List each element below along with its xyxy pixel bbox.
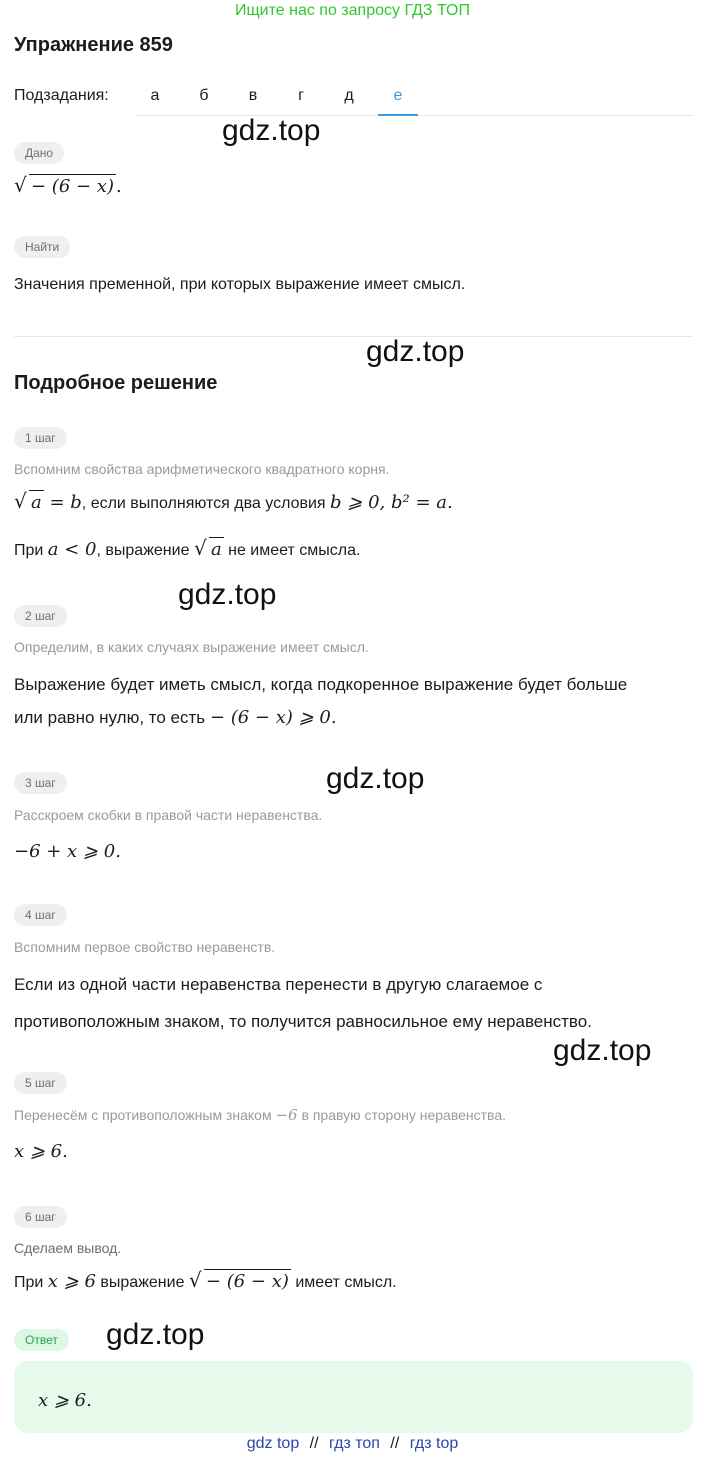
footer-link-1[interactable]: gdz top [246,1435,300,1452]
step-6-post: имеет смысл. [295,1274,397,1291]
watermark: gdz.top [326,762,425,795]
step-1-line-2-sqrt: a [210,539,222,560]
tab-d[interactable]: д [344,87,354,104]
top-banner: Ищите нас по запросу ГДЗ ТОП [235,2,470,19]
watermark: gdz.top [366,335,465,368]
step-2-hint: Определим, в каких случаях выражение имеет смысл. [14,639,369,655]
step-1-line-2-math: a < 0 [47,539,97,560]
tab-g[interactable]: г [298,87,304,104]
step-1-line-1 [14,492,453,513]
find-text: Значения пременной, при которых выражение имеет смысл. [14,276,466,293]
step-2-text-2: или равно нулю, то есть [14,708,206,727]
step-5-badge: 5 шаг [14,1072,67,1094]
footer-links [0,1435,705,1453]
given-radicand: − (6 − x) [31,176,114,197]
step-4-text-1: Если из одной части неравенства перенести в другую слагаемое с [14,975,543,994]
watermark: gdz.top [178,578,277,611]
step-3-math: −6 + x ⩾ 0. [14,841,121,862]
step-5-hint-post: в правую сторону неравенства. [301,1107,506,1123]
step-1-sqrt-a: a [31,492,42,513]
answer-badge: Ответ [14,1329,69,1351]
watermark: gdz.top [553,1034,652,1067]
step-6-pre: При [14,1274,44,1291]
step-2-math: − (6 − x) ⩾ 0. [209,707,337,728]
step-6-mid: выражение [100,1274,185,1291]
step-1-line-2-post: не имеет смысла. [228,542,361,559]
section-divider [14,336,693,337]
step-6-sqrt: − (6 − x) [205,1271,289,1292]
step-1-hint: Вспомним свойства арифметического квадратного корня. [14,461,390,477]
subtasks-label: Подзадания: [14,87,109,104]
step-1-conditions: b ⩾ 0, b² = a. [330,492,453,513]
step-4-text-2: противоположным знаком, то получится равносильное ему неравенство. [14,1012,592,1031]
step-3-badge: 3 шаг [14,772,67,794]
step-1-line-2-pre: При [14,542,44,559]
step-5-hint-pre: Перенесём с противоположным знаком [14,1107,272,1123]
step-2-badge: 2 шаг [14,605,67,627]
step-4-hint: Вспомним первое свойство неравенств. [14,939,276,955]
step-3-hint: Расскроем скобки в правой части неравенства. [14,807,323,823]
given-expression [14,176,122,197]
step-1-text: , если выполняются два условия [81,495,326,512]
step-1-line-2-mid: , выражение [96,542,190,559]
step-2-text-1: Выражение будет иметь смысл, когда подкоренное выражение будет больше [14,675,628,694]
footer-separator: // [309,1435,319,1452]
step-5-math: x ⩾ 6. [14,1141,68,1162]
step-6-math: x ⩾ 6 [47,1271,96,1292]
answer-math: x ⩾ 6. [38,1390,92,1411]
given-badge: Дано [14,142,64,164]
step-5-hint [14,1106,506,1124]
step-1-eq: = b [49,492,82,513]
tab-b[interactable]: б [199,87,209,104]
tab-a[interactable]: а [150,87,160,104]
step-1-line-2 [14,539,360,560]
given-tail: . [115,176,122,197]
step-6-line [14,1271,397,1292]
solution-title: Подробное решение [14,372,218,394]
watermark: gdz.top [106,1318,205,1351]
answer-box [14,1361,693,1433]
footer-link-3[interactable]: гдз top [409,1435,459,1452]
tab-v[interactable]: в [248,87,258,104]
find-badge: Найти [14,236,70,258]
step-5-hint-math: −6 [275,1106,298,1124]
step-1-badge: 1 шаг [14,427,67,449]
page-title: Упражнение 859 [14,34,173,56]
step-2-line-2 [14,707,337,728]
tab-e-active[interactable]: е [378,87,418,105]
footer-separator: // [390,1435,400,1452]
step-4-badge: 4 шаг [14,904,67,926]
step-6-hint: Сделаем вывод. [14,1240,122,1256]
step-6-badge: 6 шаг [14,1206,67,1228]
footer-link-2[interactable]: гдз топ [329,1435,380,1452]
watermark: gdz.top [222,114,321,147]
